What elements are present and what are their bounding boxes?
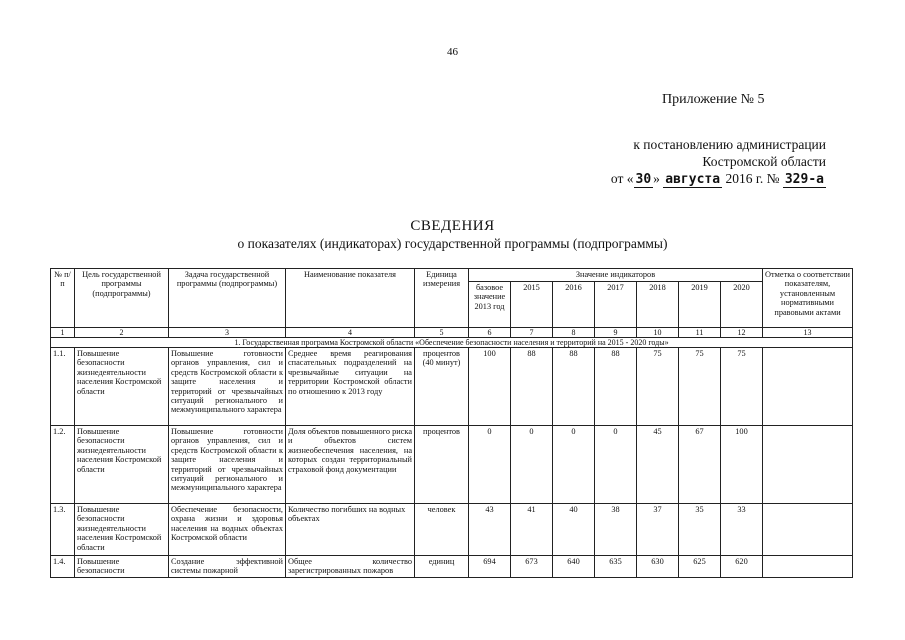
header-2018: 2018 <box>637 282 679 328</box>
row-num: 1.1. <box>51 348 75 426</box>
row-value-2018: 75 <box>637 348 679 426</box>
row-value-2017: 635 <box>595 556 637 578</box>
row-value-2017: 38 <box>595 504 637 556</box>
column-number: 5 <box>415 328 469 338</box>
column-number: 4 <box>286 328 415 338</box>
row-goal: Повышение безопасности жизнедеятельности населения Костромской области <box>75 426 169 504</box>
row-num: 1.3. <box>51 504 75 556</box>
row-unit: человек <box>415 504 469 556</box>
row-value-2015: 88 <box>511 348 553 426</box>
column-number: 6 <box>469 328 511 338</box>
header-goal: Цель государственной программы (подпрограммы) <box>75 269 169 328</box>
row-task: Создание эффективной системы пожарной <box>169 556 286 578</box>
row-value-2016: 88 <box>553 348 595 426</box>
header-2017: 2017 <box>595 282 637 328</box>
row-unit: единиц <box>415 556 469 578</box>
decree-number: 329-а <box>784 172 824 187</box>
header-2016: 2016 <box>553 282 595 328</box>
appendix-label: Приложение № 5 <box>662 92 765 107</box>
document-subtitle: о показателях (индикаторах) государственной программы (подпрограммы) <box>237 236 668 251</box>
decree-line-2: Костромской области <box>702 154 826 169</box>
header-2015: 2015 <box>511 282 553 328</box>
header-indicator: Наименование показателя <box>286 269 415 328</box>
row-unit: процентов <box>415 426 469 504</box>
row-note <box>763 426 853 504</box>
row-value-2019: 67 <box>679 426 721 504</box>
header-2020: 2020 <box>721 282 763 328</box>
decree-date-prefix: от « <box>610 171 634 186</box>
row-value-2020: 75 <box>721 348 763 426</box>
row-value-base: 0 <box>469 426 511 504</box>
row-value-2016: 0 <box>553 426 595 504</box>
row-value-2020: 100 <box>721 426 763 504</box>
column-number: 13 <box>763 328 853 338</box>
row-indicator: Доля объектов повышенного риска и объектов систем жизнеобеспечения населения, на которых создан территориальный страховой фонд документации <box>286 426 415 504</box>
column-number: 9 <box>595 328 637 338</box>
table-row <box>51 556 853 578</box>
decree-year: 2016 г. № <box>725 171 780 186</box>
row-goal: Повышение безопасности жизнедеятельности населения Костромской области <box>75 504 169 556</box>
header-task: Задача государственной программы (подпрограммы) <box>169 269 286 328</box>
table-row <box>51 504 853 556</box>
row-value-2019: 625 <box>679 556 721 578</box>
column-number: 7 <box>511 328 553 338</box>
row-value-2015: 0 <box>511 426 553 504</box>
row-num: 1.2. <box>51 426 75 504</box>
section-heading: 1. Государственная программа Костромской области «Обеспечение безопасности населения и территорий на 2015 - 2020 годы» <box>51 338 853 348</box>
row-task: Повышение готовности органов управления, сил и средств Костромской области к защите населения и территорий от чрезвычайных ситуаций регионального и межмуниципального характера <box>169 348 286 426</box>
page-number: 46 <box>447 46 458 58</box>
column-numbers-row <box>51 328 853 338</box>
column-number: 2 <box>75 328 169 338</box>
row-value-2018: 37 <box>637 504 679 556</box>
row-value-2015: 673 <box>511 556 553 578</box>
document-title: СВЕДЕНИЯ <box>410 218 495 234</box>
header-values: Значение индикаторов <box>469 269 763 282</box>
table-row <box>51 348 853 426</box>
decree-date-line <box>560 170 826 188</box>
row-num: 1.4. <box>51 556 75 578</box>
column-number: 12 <box>721 328 763 338</box>
row-unit: процентов (40 минут) <box>415 348 469 426</box>
column-number: 11 <box>679 328 721 338</box>
row-value-2017: 88 <box>595 348 637 426</box>
column-number: 8 <box>553 328 595 338</box>
row-task: Обеспечение безопасности, охрана жизни и здоровья населения на водных объектах Костромской области <box>169 504 286 556</box>
column-number: 3 <box>169 328 286 338</box>
row-value-base: 43 <box>469 504 511 556</box>
row-goal: Повышение безопасности жизнедеятельности населения Костромской области <box>75 348 169 426</box>
row-value-2017: 0 <box>595 426 637 504</box>
header-num: № п/п <box>51 269 75 328</box>
row-note <box>763 504 853 556</box>
row-value-2018: 630 <box>637 556 679 578</box>
header-2019: 2019 <box>679 282 721 328</box>
row-value-2018: 45 <box>637 426 679 504</box>
row-note <box>763 556 853 578</box>
row-task: Повышение готовности органов управления, сил и средств Костромской области к защите населения и территорий от чрезвычайных ситуаций регионального и межмуниципального характера <box>169 426 286 504</box>
row-value-2015: 41 <box>511 504 553 556</box>
header-note: Отметка о соответствии показателям, установленным нормативными правовыми актами <box>763 269 853 328</box>
row-value-2019: 35 <box>679 504 721 556</box>
indicators-table <box>50 268 853 578</box>
decree-day: 30 <box>635 172 652 187</box>
row-value-base: 100 <box>469 348 511 426</box>
header-base: базовое значение 2013 год <box>469 282 511 328</box>
row-value-2019: 75 <box>679 348 721 426</box>
table-row <box>51 426 853 504</box>
row-goal: Повышение безопасности <box>75 556 169 578</box>
row-indicator: Количество погибших на водных объектах <box>286 504 415 556</box>
decree-reference <box>560 136 826 188</box>
column-number: 10 <box>637 328 679 338</box>
row-indicator: Среднее время реагирования спасательных подразделений на чрезвычайные ситуации на территории Костромской области по отношению к 2013 году <box>286 348 415 426</box>
row-value-2016: 40 <box>553 504 595 556</box>
column-number: 1 <box>51 328 75 338</box>
decree-date-mid: » <box>653 171 660 186</box>
decree-line-1: к постановлению администрации <box>633 137 826 152</box>
row-indicator: Общее количество зарегистрированных пожаров <box>286 556 415 578</box>
row-value-2020: 620 <box>721 556 763 578</box>
header-unit: Единица измерения <box>415 269 469 328</box>
row-value-2020: 33 <box>721 504 763 556</box>
row-value-base: 694 <box>469 556 511 578</box>
row-value-2016: 640 <box>553 556 595 578</box>
decree-month: августа <box>665 172 721 187</box>
row-note <box>763 348 853 426</box>
